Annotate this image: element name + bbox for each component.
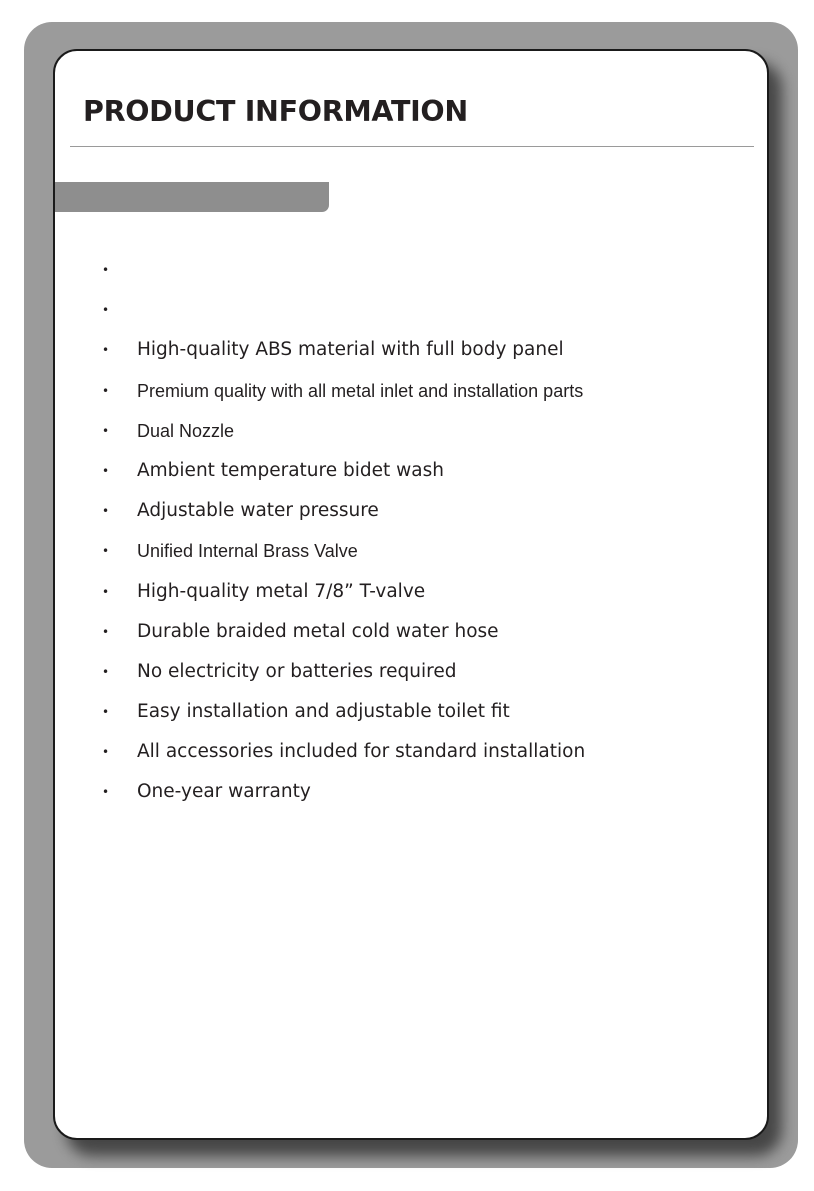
bullet-icon: • [102,504,110,519]
list-item-text: No electricity or batteries required [137,660,457,682]
list-item [55,732,767,772]
bullet-icon: • [102,383,110,398]
list-item [55,612,767,652]
list-item-text: Unified Internal Brass Valve [137,541,358,562]
list-item [55,330,767,370]
list-item-text: High-quality ABS material with full body panel [137,339,564,361]
list-item [55,451,767,491]
list-item-text: Easy installation and adjustable toilet fit [137,701,510,723]
list-item [55,290,767,330]
list-item-text: Adjustable water pressure [137,500,379,522]
bullet-icon: • [102,624,110,639]
list-item-text: All accessories included for standard installation [137,741,586,763]
list-item [55,411,767,451]
list-item [55,652,767,692]
list-item [55,250,767,290]
bullet-icon: • [102,263,110,277]
list-item-text: Dual Nozzle [137,420,235,441]
title-divider [70,146,754,147]
feature-list [55,250,767,813]
bullet-icon: • [102,343,110,358]
page-title: PRODUCT INFORMATION [83,95,468,128]
list-item-text: Durable braided metal cold water hose [137,620,499,642]
bullet-icon: • [102,664,110,679]
list-item [55,491,767,531]
info-card [53,49,769,1140]
list-item-text: Ambient temperature bidet wash [137,459,444,481]
bullet-icon: • [102,705,110,720]
bullet-icon: • [102,303,110,318]
bullet-icon: • [102,423,110,438]
bullet-icon: • [102,584,110,599]
section-tab [55,182,329,212]
list-item-text: One-year warranty [137,781,311,803]
list-item [55,531,767,571]
list-item [55,371,767,411]
list-item [55,692,767,732]
list-item-text: Premium quality with all metal inlet and installation parts [137,380,584,401]
bullet-icon: • [102,463,110,478]
list-item [55,772,767,812]
list-item-text: High-quality metal 7/8” T-valve [137,580,426,602]
bullet-icon: • [102,544,110,559]
bullet-icon: • [102,785,110,800]
bullet-icon: • [102,745,110,760]
list-item [55,572,767,612]
